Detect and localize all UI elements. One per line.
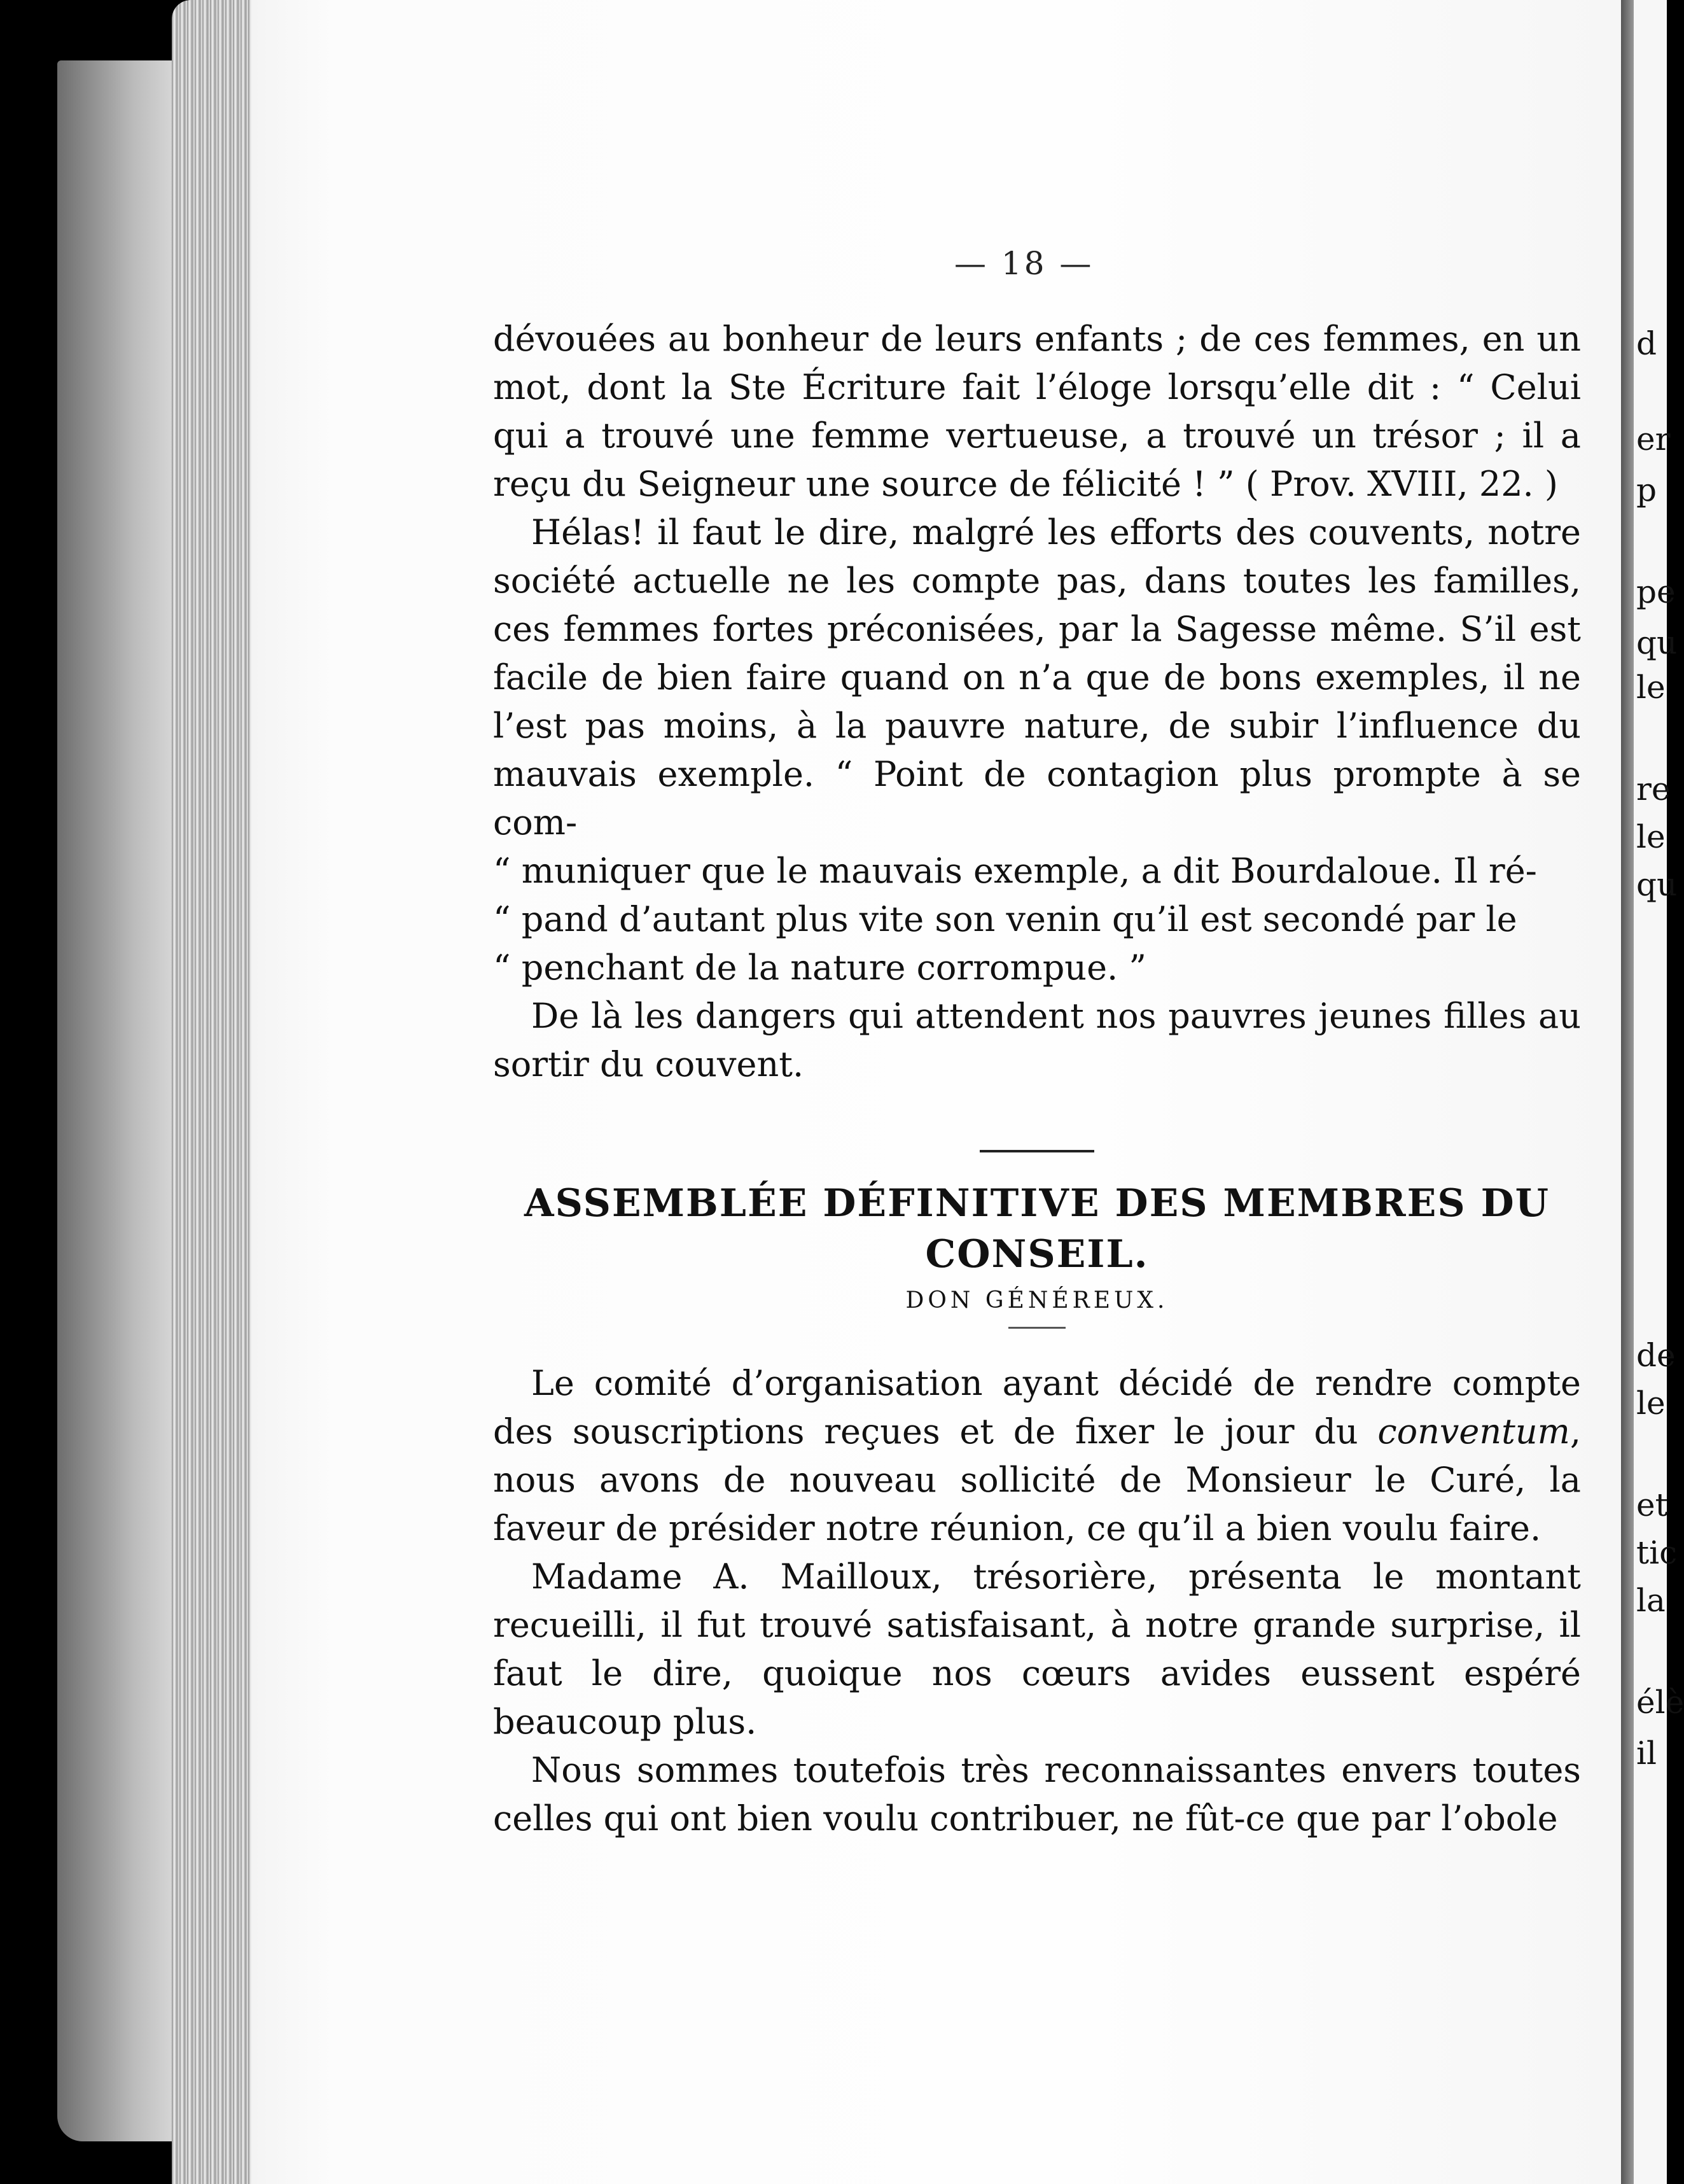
facing-fragment: le <box>1636 818 1666 855</box>
paragraph-continuation: dévouées au bonheur de leurs enfants ; de ces femmes, en un mot, dont la Ste Écriture fait l’éloge lorsqu’elle dit : “ Celui qui a trouvé une femme vertueuse, a trouvé un trésor ; il a reçu du Seigneur une source de félicité ! ” ( Prov. XVIII, 22. ) <box>493 319 1581 504</box>
facing-fragment: er <box>1636 421 1671 458</box>
facing-fragment: élè <box>1636 1684 1684 1721</box>
page-text <box>493 315 1581 1843</box>
facing-fragment: de <box>1636 1337 1676 1374</box>
facing-fragment: p <box>1636 472 1657 508</box>
facing-fragment: le <box>1636 669 1666 706</box>
facing-page <box>1634 0 1684 2184</box>
paragraph-comite-start: Le comité d’organisation ayant décidé de rendre compte des souscriptions reçues et de fixer le jour du <box>493 1363 1581 1452</box>
paragraph-comite <box>493 1359 1581 1553</box>
paragraph-reconnaissantes: Nous sommes toutefois très reconnaissantes envers toutes celles qui ont bien voulu contribuer, ne fût-ce que par l’obole <box>493 1750 1581 1838</box>
facing-fragment: il <box>1636 1735 1657 1772</box>
facing-fragment: le <box>1636 1385 1666 1422</box>
subtitle-divider <box>1008 1327 1066 1329</box>
facing-fragment: d <box>1636 325 1657 362</box>
facing-fragment: la <box>1636 1582 1666 1619</box>
facing-fragment: tic <box>1636 1534 1678 1571</box>
facing-fragment: qu <box>1636 866 1678 903</box>
paragraph-dangers: De là les dangers qui attendent nos pauvres jeunes filles au sortir du couvent. <box>493 996 1581 1084</box>
section-divider <box>980 1150 1094 1152</box>
paragraph-tresoriere: Madame A. Mailloux, trésorière, présenta le montant recueilli, il fut trouvé satisfaisant, à notre grande surprise, il faut le dire, quoique nos cœurs avides eussent espéré beaucoup plus. <box>493 1557 1581 1742</box>
quote-line: “ penchant de la nature corrompue. ” <box>493 948 1146 988</box>
facing-fragment: re <box>1636 771 1671 808</box>
italic-conventum: conventum <box>1377 1411 1570 1452</box>
book-gutter <box>1621 0 1634 2184</box>
paragraph-comite-end: , nous avons de nouveau sollicité de Monsieur le Curé, la faveur de présider notre réunion, ce qu’il a bien voulu faire. <box>493 1411 1581 1548</box>
page-number: — 18 — <box>954 245 1094 282</box>
facing-fragment: pe <box>1636 573 1676 610</box>
section-subtitle: DON GÉNÉREUX. <box>905 1287 1169 1313</box>
facing-fragment: qu <box>1636 624 1678 661</box>
quote-line: “ muniquer que le mauvais exemple, a dit Bourdaloue. Il ré- <box>493 851 1537 891</box>
section-title: ASSEMBLÉE DÉFINITIVE DES MEMBRES DU CONSEIL. <box>524 1181 1550 1277</box>
facing-fragment: et <box>1636 1487 1668 1523</box>
page-edges <box>172 0 261 2184</box>
paragraph-helas: Hélas! il faut le dire, malgré les efforts des couvents, notre société actuelle ne les compte pas, dans toutes les familles, ces femmes fortes préconisées, par la Sagesse même. S’il est facile de bien faire quand on n’a que de bons exemples, il ne l’est pas moins, à la pauvre nature, de subir l’influence du mauvais exemple. “ Point de contagion plus prompte à se com- <box>493 512 1581 843</box>
quote-line: “ pand d’autant plus vite son venin qu’il est secondé par le <box>493 899 1517 939</box>
